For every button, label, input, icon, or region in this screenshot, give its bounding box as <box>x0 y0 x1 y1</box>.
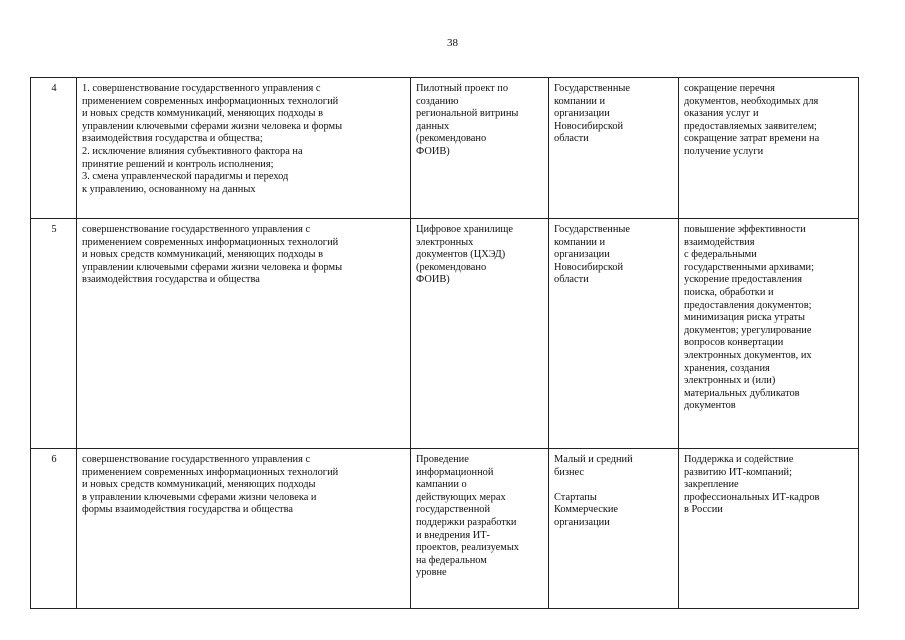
measures-table <box>30 77 859 609</box>
cell-line: в России <box>684 504 723 516</box>
cell-line: документов (ЦХЭД) <box>416 249 506 261</box>
participants-cell <box>549 78 679 219</box>
cell-line: предоставляемых заявителем; <box>684 120 817 132</box>
cell-line: кампании о <box>416 479 467 491</box>
cell-line: электронных документов, их <box>684 349 812 361</box>
cell-line: совершенствование государственного управления с <box>82 224 311 235</box>
cell-line <box>554 479 674 492</box>
cell-line: документов; урегулирование <box>684 324 812 336</box>
cell-line: Новосибирской <box>554 120 624 132</box>
cell-line: организации <box>554 516 610 528</box>
cell-line: применением современных информационных технологий <box>82 95 339 107</box>
table-row <box>31 219 859 449</box>
cell-line: минимизация риска утраты <box>684 312 805 324</box>
cell-line: бизнес <box>554 466 584 478</box>
cell-line: к управлению, основанному на данных <box>82 183 256 195</box>
cell-line: Стартапы <box>554 491 597 503</box>
participants-cell <box>549 449 679 609</box>
cell-line: региональной витрины <box>416 108 519 120</box>
cell-line: развитию ИТ-компаний; <box>684 466 792 478</box>
cell-line: электронных <box>416 236 474 248</box>
cell-line: 1. совершенствование государственного управления с <box>82 83 321 94</box>
cell-line: государственными архивами; <box>684 261 814 273</box>
cell-line: поддержки разработки <box>416 516 517 528</box>
cell-line: Государственные <box>554 224 630 235</box>
cell-line: взаимодействия <box>684 236 755 248</box>
cell-line: организации <box>554 108 610 120</box>
cell-line: проектов, реализуемых <box>416 542 519 554</box>
cell-line: Малый и средний <box>554 454 633 465</box>
goal-cell <box>77 219 411 449</box>
cell-line: взаимодействия государства и общества <box>82 274 260 286</box>
cell-line: получение услуги <box>684 145 764 157</box>
cell-line: Поддержка и содействие <box>684 454 794 465</box>
cell-line: государственной <box>416 504 491 516</box>
cell-line: поиска, обработки и <box>684 286 774 298</box>
result-cell <box>679 78 859 219</box>
cell-line: Проведение <box>416 454 469 465</box>
cell-line: применением современных информационных технологий <box>82 236 339 248</box>
cell-line: предоставления документов; <box>684 299 812 311</box>
cell-line: электронных и (или) <box>684 375 776 387</box>
cell-line: в управлении ключевыми сферами жизни человека и <box>82 491 317 503</box>
cell-line: Коммерческие <box>554 504 619 516</box>
cell-line: принятие решений и контроль исполнения; <box>82 158 274 170</box>
cell-line: профессиональных ИТ-кадров <box>684 491 820 503</box>
project-cell <box>411 219 549 449</box>
cell-line: компании и <box>554 95 606 107</box>
cell-line: Цифровое хранилище <box>416 224 514 235</box>
cell-line: созданию <box>416 95 459 107</box>
goal-cell <box>77 449 411 609</box>
cell-line: области <box>554 133 589 145</box>
cell-line: документов, необходимых для <box>684 95 819 107</box>
cell-line: действующих мерах <box>416 491 506 503</box>
cell-line: сокращение перечня <box>684 83 775 94</box>
row-number: 4 <box>31 78 77 219</box>
cell-line: закрепление <box>684 479 739 491</box>
cell-line: и новых средств коммуникаций, меняющих подходы <box>82 479 316 491</box>
cell-line: информационной <box>416 466 494 478</box>
cell-line: ФОИВ) <box>416 145 450 157</box>
table-row <box>31 78 859 219</box>
cell-line: 3. смена управленческой парадигмы и переход <box>82 171 289 183</box>
result-cell <box>679 449 859 609</box>
row-number: 6 <box>31 449 77 609</box>
project-cell <box>411 78 549 219</box>
cell-line: совершенствование государственного управления с <box>82 454 311 465</box>
cell-line: документов <box>684 400 736 412</box>
cell-line: ФОИВ) <box>416 274 450 286</box>
cell-line: Пилотный проект по <box>416 83 509 94</box>
page-number: 38 <box>447 37 458 49</box>
cell-line: (рекомендовано <box>416 261 487 273</box>
participants-cell <box>549 219 679 449</box>
cell-line: повышение эффективности <box>684 224 806 235</box>
cell-line: на федеральном <box>416 554 487 566</box>
cell-line: управлении ключевыми сферами жизни человека и формы <box>82 261 343 273</box>
result-cell <box>679 219 859 449</box>
cell-line: управлении ключевыми сферами жизни человека и формы <box>82 120 343 132</box>
project-cell <box>411 449 549 609</box>
cell-line: ускорение предоставления <box>684 274 802 286</box>
cell-line: вопросов конвертации <box>684 337 784 349</box>
cell-line: организации <box>554 249 610 261</box>
cell-line: Новосибирской <box>554 261 624 273</box>
cell-line: 2. исключение влияния субъективного фактора на <box>82 145 303 157</box>
cell-line: хранения, создания <box>684 362 770 374</box>
cell-line: применением современных информационных технологий <box>82 466 339 478</box>
table-row <box>31 449 859 609</box>
cell-line: сокращение затрат времени на <box>684 133 820 145</box>
cell-line: материальных дубликатов <box>684 387 800 399</box>
cell-line: формы взаимодействия государства и общества <box>82 504 293 516</box>
cell-line: компании и <box>554 236 606 248</box>
row-number: 5 <box>31 219 77 449</box>
goal-cell <box>77 78 411 219</box>
cell-line: (рекомендовано <box>416 133 487 145</box>
cell-line: и внедрения ИТ- <box>416 529 491 541</box>
cell-line: оказания услуг и <box>684 108 759 120</box>
cell-line: взаимодействия государства и общества; <box>82 133 263 145</box>
cell-line: и новых средств коммуникаций, меняющих подходы в <box>82 249 324 261</box>
cell-line: уровне <box>416 567 447 579</box>
cell-line: области <box>554 274 589 286</box>
cell-line: данных <box>416 120 450 132</box>
cell-line: с федеральными <box>684 249 757 261</box>
cell-line: и новых средств коммуникаций, меняющих подходы в <box>82 108 324 120</box>
cell-line: Государственные <box>554 83 630 94</box>
